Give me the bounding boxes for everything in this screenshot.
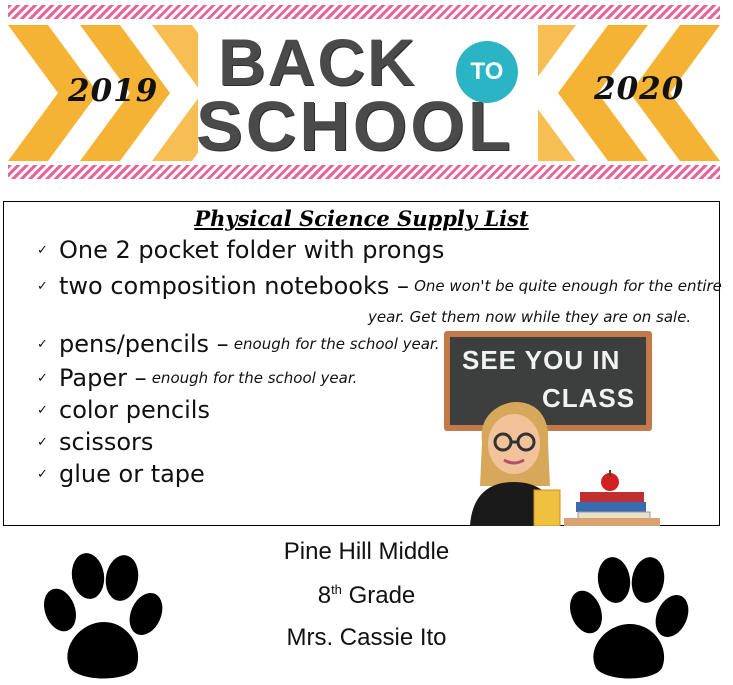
title-back: BACK <box>218 25 417 99</box>
check-icon: ✓ <box>37 434 48 450</box>
banner-bottom-stripe <box>8 165 720 179</box>
teacher-avatar-illustration <box>464 402 664 526</box>
banner-top-stripe <box>8 5 720 19</box>
check-icon: ✓ <box>37 466 48 482</box>
list-item: ✓ Paper – enough for the school year. <box>37 364 358 392</box>
teacher-name: Mrs. Cassie Ito <box>286 624 447 651</box>
year-end: 2020 <box>594 71 685 107</box>
banner-body <box>8 25 720 165</box>
list-item: ✓ pens/pencils – enough for the school year. <box>37 330 440 358</box>
year-start: 2019 <box>68 73 159 109</box>
grade-label: 8th Grade <box>317 582 416 609</box>
paw-print-icon-right <box>566 556 692 680</box>
list-item: ✓ two composition notebooks – One won't be quite enough for the entire <box>37 272 722 300</box>
title-to-badge: TO <box>456 41 518 103</box>
check-icon: ✓ <box>37 336 48 352</box>
school-name: Pine Hill Middle <box>283 538 450 565</box>
list-item: ✓ color pencils <box>37 396 210 424</box>
list-item: ✓ glue or tape <box>37 460 205 488</box>
title-school: SCHOOL <box>196 87 514 165</box>
check-icon: ✓ <box>37 242 48 258</box>
check-icon: ✓ <box>37 370 48 386</box>
list-item: ✓ scissors <box>37 428 154 456</box>
back-to-school-banner <box>8 5 720 183</box>
check-icon: ✓ <box>37 402 48 418</box>
supply-list-title: Physical Science Supply List <box>194 206 529 231</box>
list-item-note: year. Get them now while they are on sale. <box>368 308 692 326</box>
paw-print-icon-left <box>40 552 166 680</box>
list-item: ✓ One 2 pocket folder with prongs <box>37 236 445 264</box>
chalkboard-line-2: CLASS <box>542 383 636 413</box>
check-icon: ✓ <box>37 278 48 294</box>
chalkboard-line-1: SEE YOU IN <box>462 345 621 375</box>
supply-list-box <box>3 201 720 526</box>
